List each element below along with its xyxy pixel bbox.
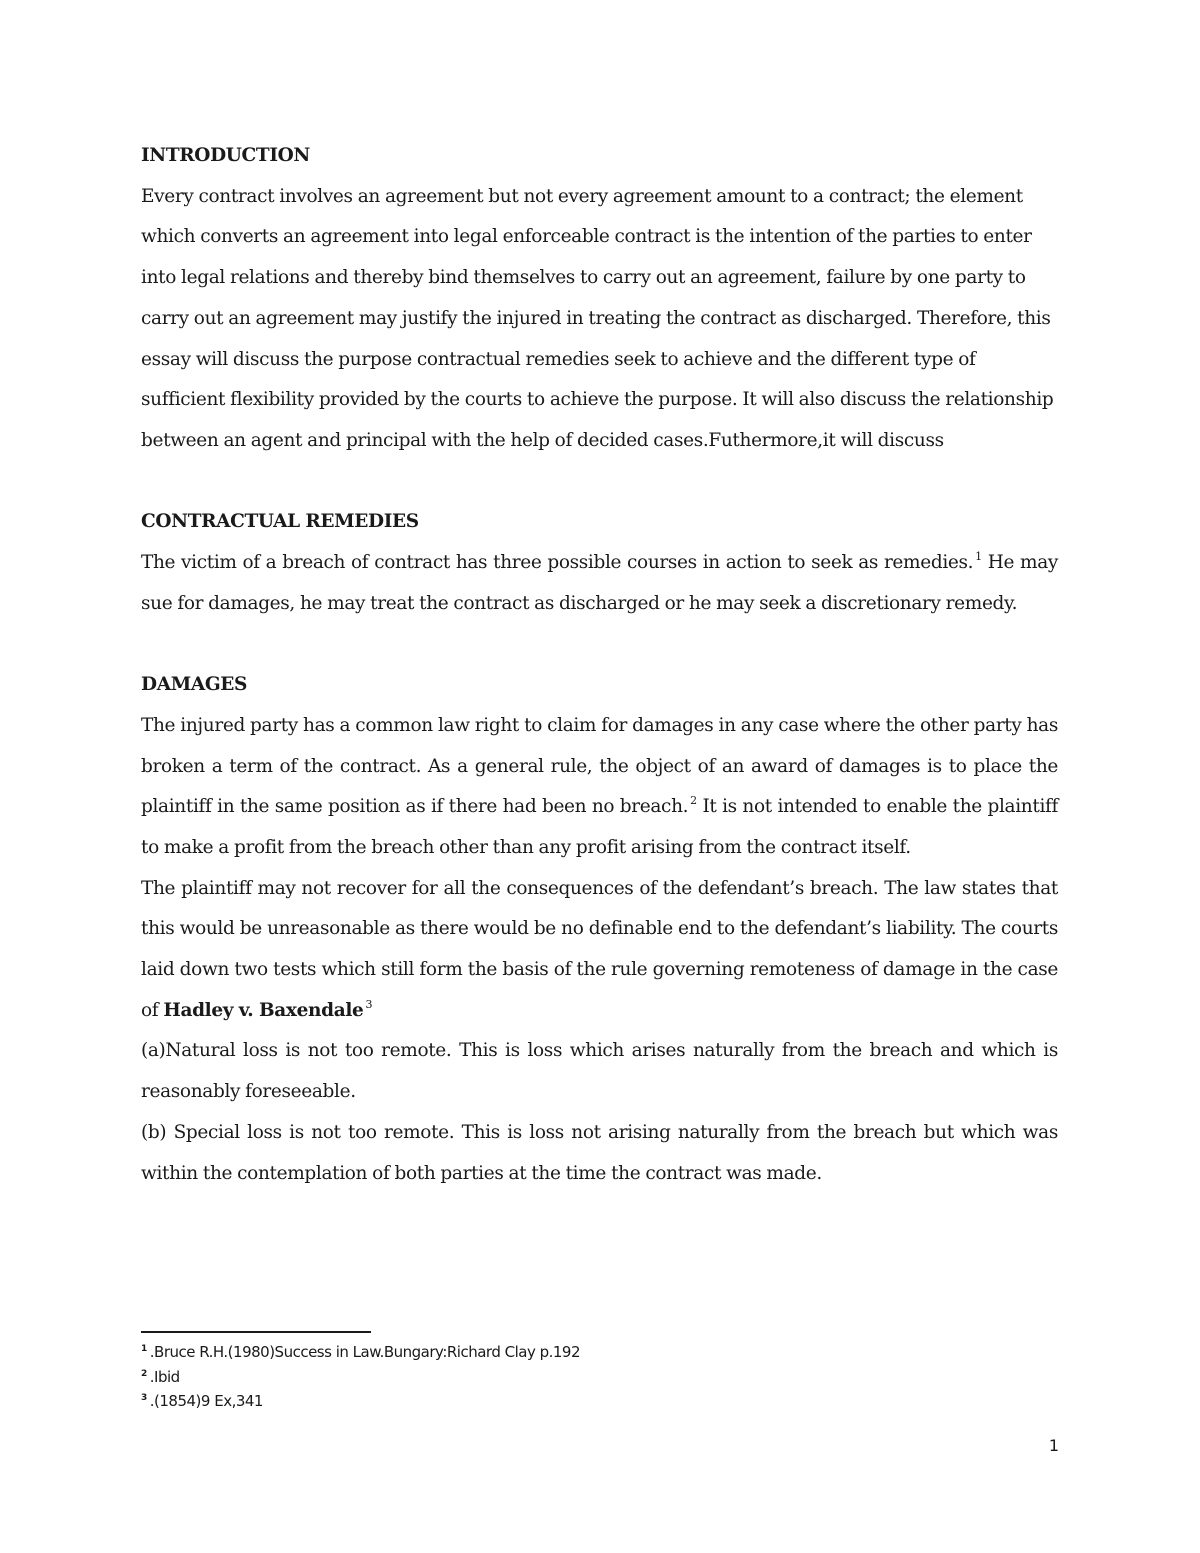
damages-p1-part1: The injured party has a common law right to claim for damages in any case where the other party has broken a term of the contract. As a general rule, the object of an award of damages is to place the plaintiff in the same position as if there had been no breach. <box>141 714 1058 818</box>
damages-p2-text: The plaintiff may not recover for all the consequences of the defendant’s breach. The law states that this would be unreasonable as there would be no definable end to the defendant’s liability. The courts laid down two tests which still form the basis of the rule governing remoteness of damage in the case of <box>141 877 1058 1021</box>
damages-p1-part2: It is not intended to enable the plaintiff to make a profit from the breach other than any profit arising from the contract itself. <box>141 796 1058 858</box>
footnotes <box>141 1340 580 1414</box>
introduction-paragraph: Every contract involves an agreement but not every agreement amount to a contract; the element which converts an agreement into legal enforceable contract is the intention of the parties to enter into legal relations and thereby bind themselves to carry out an agreement, failure by one party to carry out an agreement may justify the injured in treating the contract as discharged. Therefore, this essay will discuss the purpose contractual remedies seek to achieve and the different type of sufficient flexibility provided by the courts to achieve the purpose. It will also discuss the relationship between an agent and principal with the help of decided cases.Futhermore,it will discuss <box>141 185 1054 451</box>
case-name-hadley-v-baxendale: Hadley v. Baxendale <box>163 999 364 1021</box>
footnote-mark-3: 3 <box>141 1393 147 1403</box>
footnote-ref-1: 1 <box>975 550 982 564</box>
section-heading-introduction: INTRODUCTION <box>141 145 310 166</box>
footnote-2 <box>141 1365 580 1390</box>
damages-paragraph-1 <box>141 706 1058 869</box>
remedies-paragraph <box>141 543 1058 624</box>
footnote-1 <box>141 1340 580 1365</box>
footnote-mark-2: 2 <box>141 1368 147 1379</box>
damages-item-a: (a)Natural loss is not too remote. This is loss which arises naturally from the breach and which is reasonably foreseeable. <box>141 1040 1058 1103</box>
footnote-mark-1: 1 <box>141 1344 147 1354</box>
footnote-separator <box>141 1331 371 1333</box>
remedies-text-part2: He may sue for damages, he may treat the contract as discharged or he may seek a discretionary remedy. <box>141 552 1058 614</box>
damages-paragraph-2 <box>141 869 1058 1032</box>
footnote-3 <box>141 1389 580 1414</box>
section-spacer <box>141 624 1058 665</box>
page-number: 1 <box>1048 1436 1060 1455</box>
section-heading-contractual-remedies: CONTRACTUAL REMEDIES <box>141 511 419 533</box>
section-heading-damages: DAMAGES <box>141 674 248 696</box>
footnote-text-1: .Bruce R.H.(1980)Success in Law.Bungary:Richard Clay p.192 <box>149 1343 581 1361</box>
footnote-text-2: .Ibid <box>149 1367 180 1386</box>
essay-body <box>141 136 1058 1194</box>
remedies-text-part1: The victim of a breach of contract has three possible courses in action to seek as remedies. <box>141 552 974 574</box>
damages-item-b: (b) Special loss is not too remote. This is loss not arising naturally from the breach but which was within the contemplation of both parties at the time the contract was made. <box>141 1121 1058 1184</box>
footnote-ref-3: 3 <box>365 997 373 1011</box>
footnote-ref-2: 2 <box>690 794 697 808</box>
section-spacer <box>141 462 1058 503</box>
footnote-text-3: .(1854)9 Ex,341 <box>149 1392 263 1410</box>
